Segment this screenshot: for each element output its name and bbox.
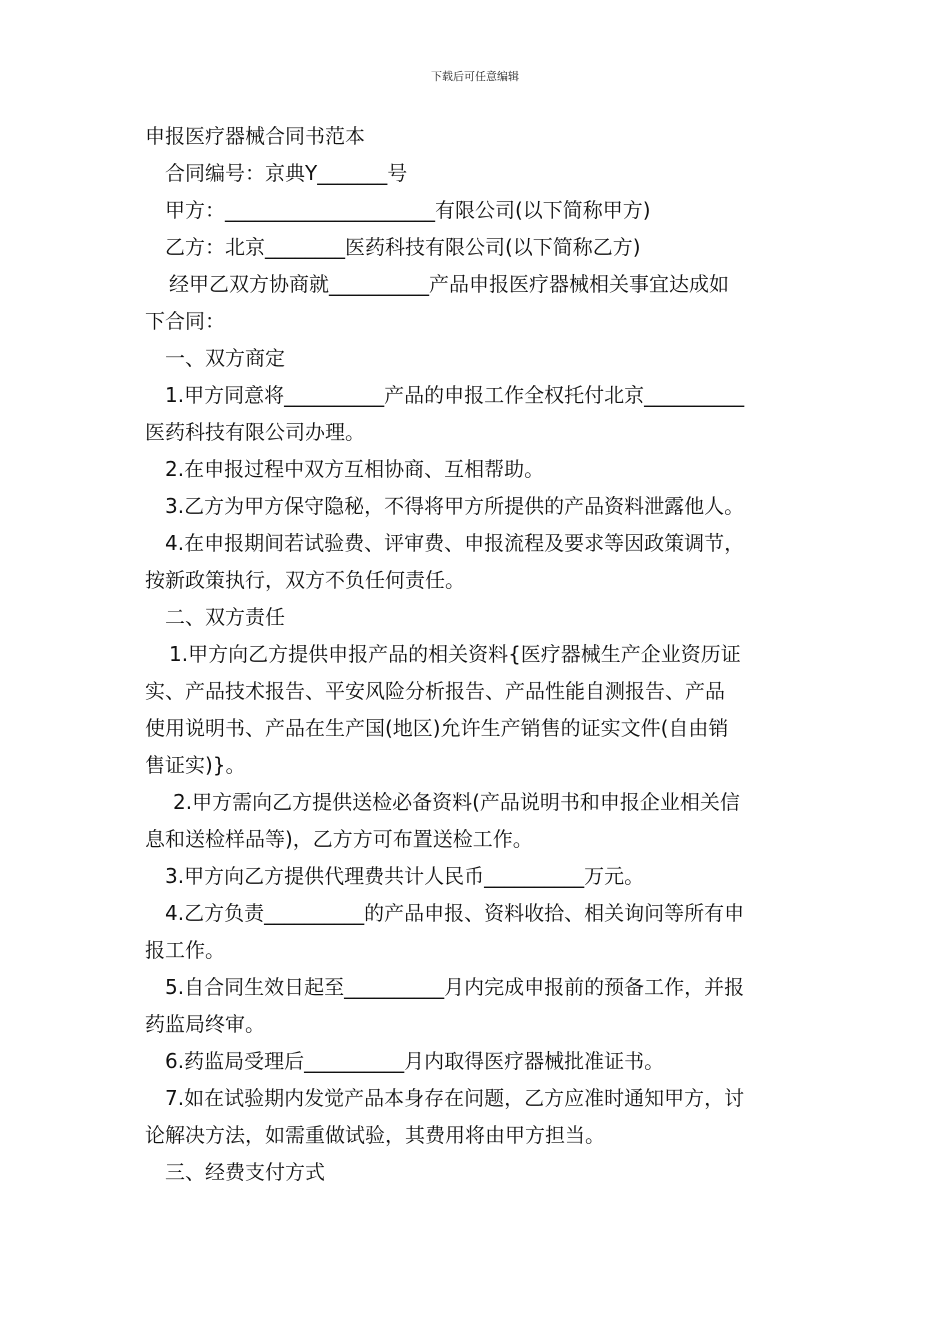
clause-line: 1.甲方同意将__________产品的申报工作全权托付北京__________	[165, 383, 745, 407]
section-heading: 三、经费支付方式	[165, 1160, 325, 1184]
party-b: 乙方：北京________医药科技有限公司(以下简称乙方)	[165, 235, 641, 259]
clause-line: 售证实)}。	[145, 753, 246, 777]
section-heading: 一、双方商定	[165, 346, 285, 370]
clause-line: 2.甲方需向乙方提供送检必备资料(产品说明书和申报企业相关信	[173, 790, 740, 814]
contract-body	[145, 118, 810, 1191]
document-title: 申报医疗器械合同书范本	[145, 124, 365, 148]
clause-line: 2.在申报过程中双方互相协商、互相帮助。	[165, 457, 545, 481]
page-header: 下载后可任意编辑	[431, 70, 519, 83]
clause-line: 4.乙方负责__________的产品申报、资料收拾、相关询问等所有申	[165, 901, 745, 925]
clause-line: 4.在申报期间若试验费、评审费、申报流程及要求等因政策调节，	[165, 531, 745, 555]
clause-line: 5.自合同生效日起至__________月内完成申报前的预备工作，并报	[165, 975, 745, 999]
contract-number: 合同编号：京典Y_______号	[165, 161, 408, 185]
clause-line: 使用说明书、产品在生产国(地区)允许生产销售的证实文件(自由销	[145, 716, 729, 740]
clause-line: 7.如在试验期内发觉产品本身存在问题，乙方应准时通知甲方，讨	[165, 1086, 745, 1110]
preamble-line: 经甲乙双方协商就__________产品申报医疗器械相关事宜达成如	[169, 272, 729, 296]
section-heading: 二、双方责任	[165, 605, 285, 629]
clause-line: 3.甲方向乙方提供代理费共计人民币__________万元。	[165, 864, 645, 888]
party-a: 甲方：_____________________有限公司(以下简称甲方)	[165, 198, 651, 222]
clause-line: 论解决方法，如需重做试验，其费用将由甲方担当。	[145, 1123, 605, 1147]
clause-line: 3.乙方为甲方保守隐秘，不得将甲方所提供的产品资料泄露他人。	[165, 494, 745, 518]
clause-line: 1.甲方向乙方提供申报产品的相关资料{医疗器械生产企业资历证	[169, 642, 741, 666]
clause-line: 实、产品技术报告、平安风险分析报告、产品性能自测报告、产品	[145, 679, 725, 703]
clause-line: 按新政策执行，双方不负任何责任。	[145, 568, 465, 592]
preamble-line: 下合同：	[145, 309, 225, 333]
clause-line: 医药科技有限公司办理。	[145, 420, 365, 444]
clause-line: 药监局终审。	[145, 1012, 265, 1036]
clause-line: 报工作。	[145, 938, 225, 962]
clause-line: 6.药监局受理后__________月内取得医疗器械批准证书。	[165, 1049, 665, 1073]
clause-line: 息和送检样品等)，乙方方可布置送检工作。	[145, 827, 533, 851]
